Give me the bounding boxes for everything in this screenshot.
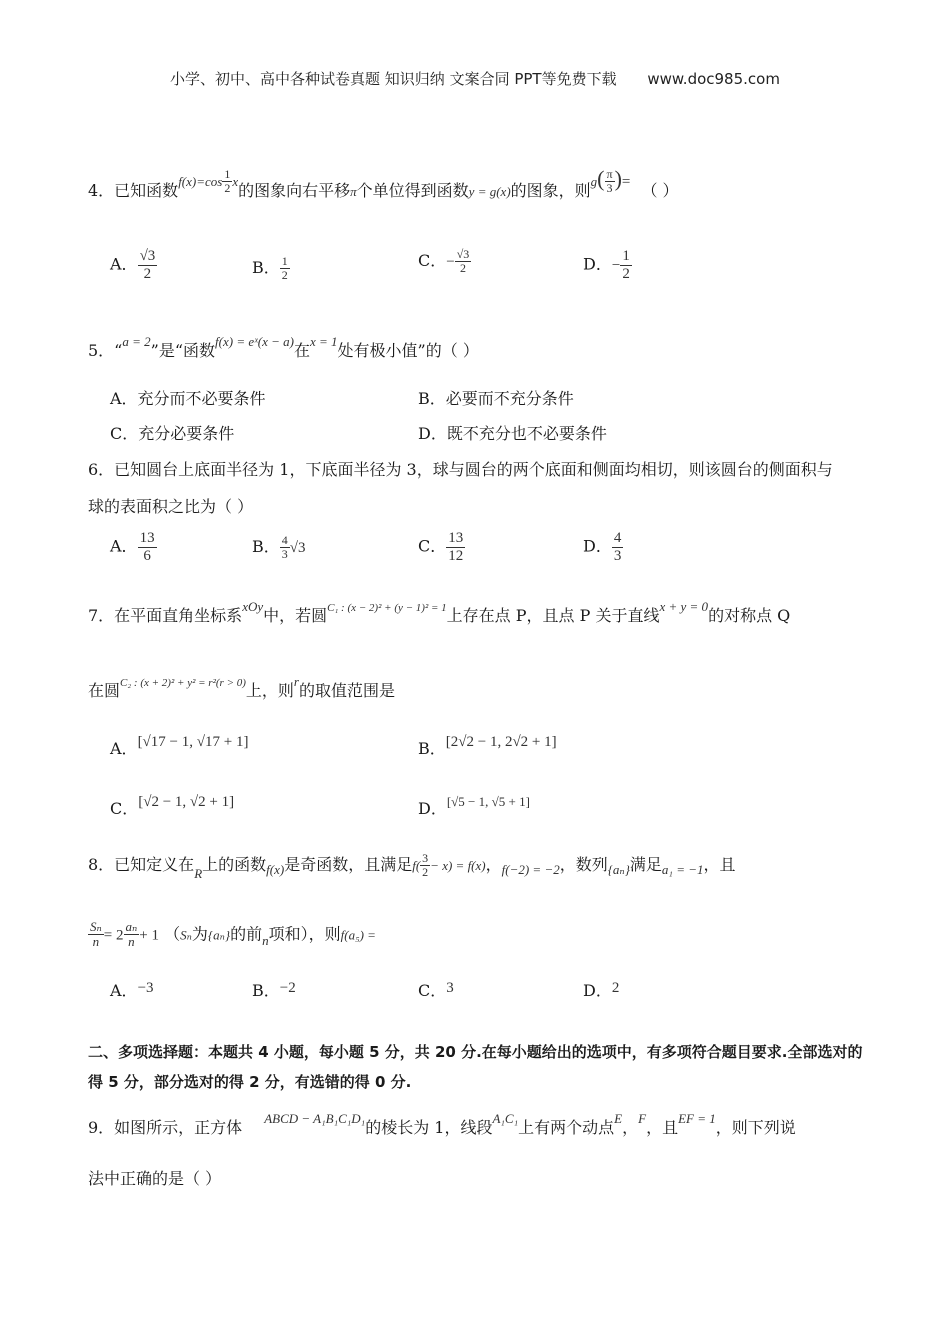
question-9-line-1: 9．如图所示，正方体 $^{ABCD - A_1B_1C_1D_1}$的棱长为 1，线段$^{A_1C_1}$上有两个动点$^E$，$^F$，且$^{EF = 1}$，则下列说: [88, 1111, 796, 1137]
pi-over-3-fraction: $\frac{\pi}{3}$: [606, 166, 613, 195]
question-9-line-2: 法中正确的是（ ）: [88, 1169, 222, 1188]
q4-option-a[interactable]: A． $\frac{√3}{2}$: [110, 248, 156, 282]
question-8-line-1: 8．已知定义在$_R$上的函数$_{f(x)}$是奇函数，且满足f( $\frac{3}{2}$ − x) = f(x)，$_{f(-2) = -2}$，数列$_{\{a_n\}}$满足$_{a_1 = -1}$，且: [88, 851, 736, 882]
question-8-line-2: $\frac{\text{Sₙ}}{n}$ = 2 $\frac{\text{aₙ}}{n}$ + 1 （Sₙ为{aₙ}的前$_n$项和），则f(a₅) =: [90, 919, 376, 950]
q6-option-d[interactable]: D． $\frac{4}{3}$: [583, 530, 622, 564]
q5-option-d[interactable]: D．既不充分也不必要条件: [418, 424, 607, 443]
q5-option-a[interactable]: A．充分而不必要条件: [110, 389, 266, 408]
question-4-stem: 4．已知函数$^{f(x)=cos}$ $\frac{1}{2}$ $^x$的图象向右平移π个单位得到函数y = g(x)的图象，则$^g$( $\frac{\pi}{3}$ )= （ ）: [88, 166, 679, 200]
header-url[interactable]: www.doc985.com: [647, 70, 780, 88]
question-5-stem: 5．“$^{a = 2}$”是“函数$^{f(x) = eˣ(x - a)}$在$^{x = 1}$处有极小值”的（ ）: [88, 334, 479, 360]
q6-option-c[interactable]: C． $\frac{13}{12}$: [418, 530, 464, 564]
q7-option-c[interactable]: C．[√2 − 1, √2 + 1]: [110, 794, 235, 818]
half-fraction: $\frac{1}{2}$: [224, 166, 231, 195]
q7-option-b[interactable]: B．[2√2 − 1, 2√2 + 1]: [418, 734, 557, 758]
q7-option-a[interactable]: A．[√17 − 1, √17 + 1]: [110, 734, 249, 758]
q6-option-a[interactable]: A． $\frac{13}{6}$: [110, 530, 155, 564]
section-2-heading: 二、多项选择题：本题共 4 小题，每小题 5 分，共 20 分.在每小题给出的选项中，有多项符合题目要求.全部选对的得 5 分，部分选对的得 2 分，有选错的得 0 分.: [88, 1043, 863, 1091]
q5-option-b[interactable]: B．必要而不充分条件: [418, 389, 574, 408]
question-6-line-1: 6．已知圆台上底面半径为 1，下底面半径为 3，球与圆台的两个底面和侧面均相切，则该圆台的侧面积与: [88, 460, 833, 479]
q8-option-c[interactable]: C．3: [418, 980, 454, 1000]
q4-option-d[interactable]: D．− $\frac{1}{2}$: [583, 248, 630, 282]
q5-option-c[interactable]: C．充分必要条件: [110, 424, 235, 443]
q4-option-c[interactable]: C．− $\frac{√3}{2}$: [418, 247, 470, 276]
question-7-line-1: 7．在平面直角坐标系$^{xOy}$中，若圆$^{C_1 : (x - 2)^2 + (y - 1)^2 = 1}$上存在点 P，且点 P 关于直线$^{x + y = 0}$的对称点 Q: [88, 599, 791, 625]
q8-option-a[interactable]: A．−3: [110, 980, 154, 1000]
question-7-line-2: 在圆$^{C_2 : (x + 2)^2 + y^2 = r^2(r > 0)}$上，则$^r$的取值范围是: [88, 674, 395, 700]
header-site-text: 小学、初中、高中各种试卷真题 知识归纳 文案合同 PPT等免费下载: [170, 70, 617, 88]
q7-option-d[interactable]: D．[√5 − 1, √5 + 1]: [418, 794, 530, 818]
q4-option-b[interactable]: B． $\frac{1}{2}$: [252, 254, 288, 283]
q8-option-d[interactable]: D．2: [583, 980, 620, 1000]
q6-option-b[interactable]: B． $\frac{4}{3}$ √3: [252, 533, 306, 562]
page-header: [0, 68, 950, 89]
question-6-line-2: 球的表面积之比为（ ）: [88, 497, 254, 516]
q8-option-b[interactable]: B．−2: [252, 980, 296, 1000]
